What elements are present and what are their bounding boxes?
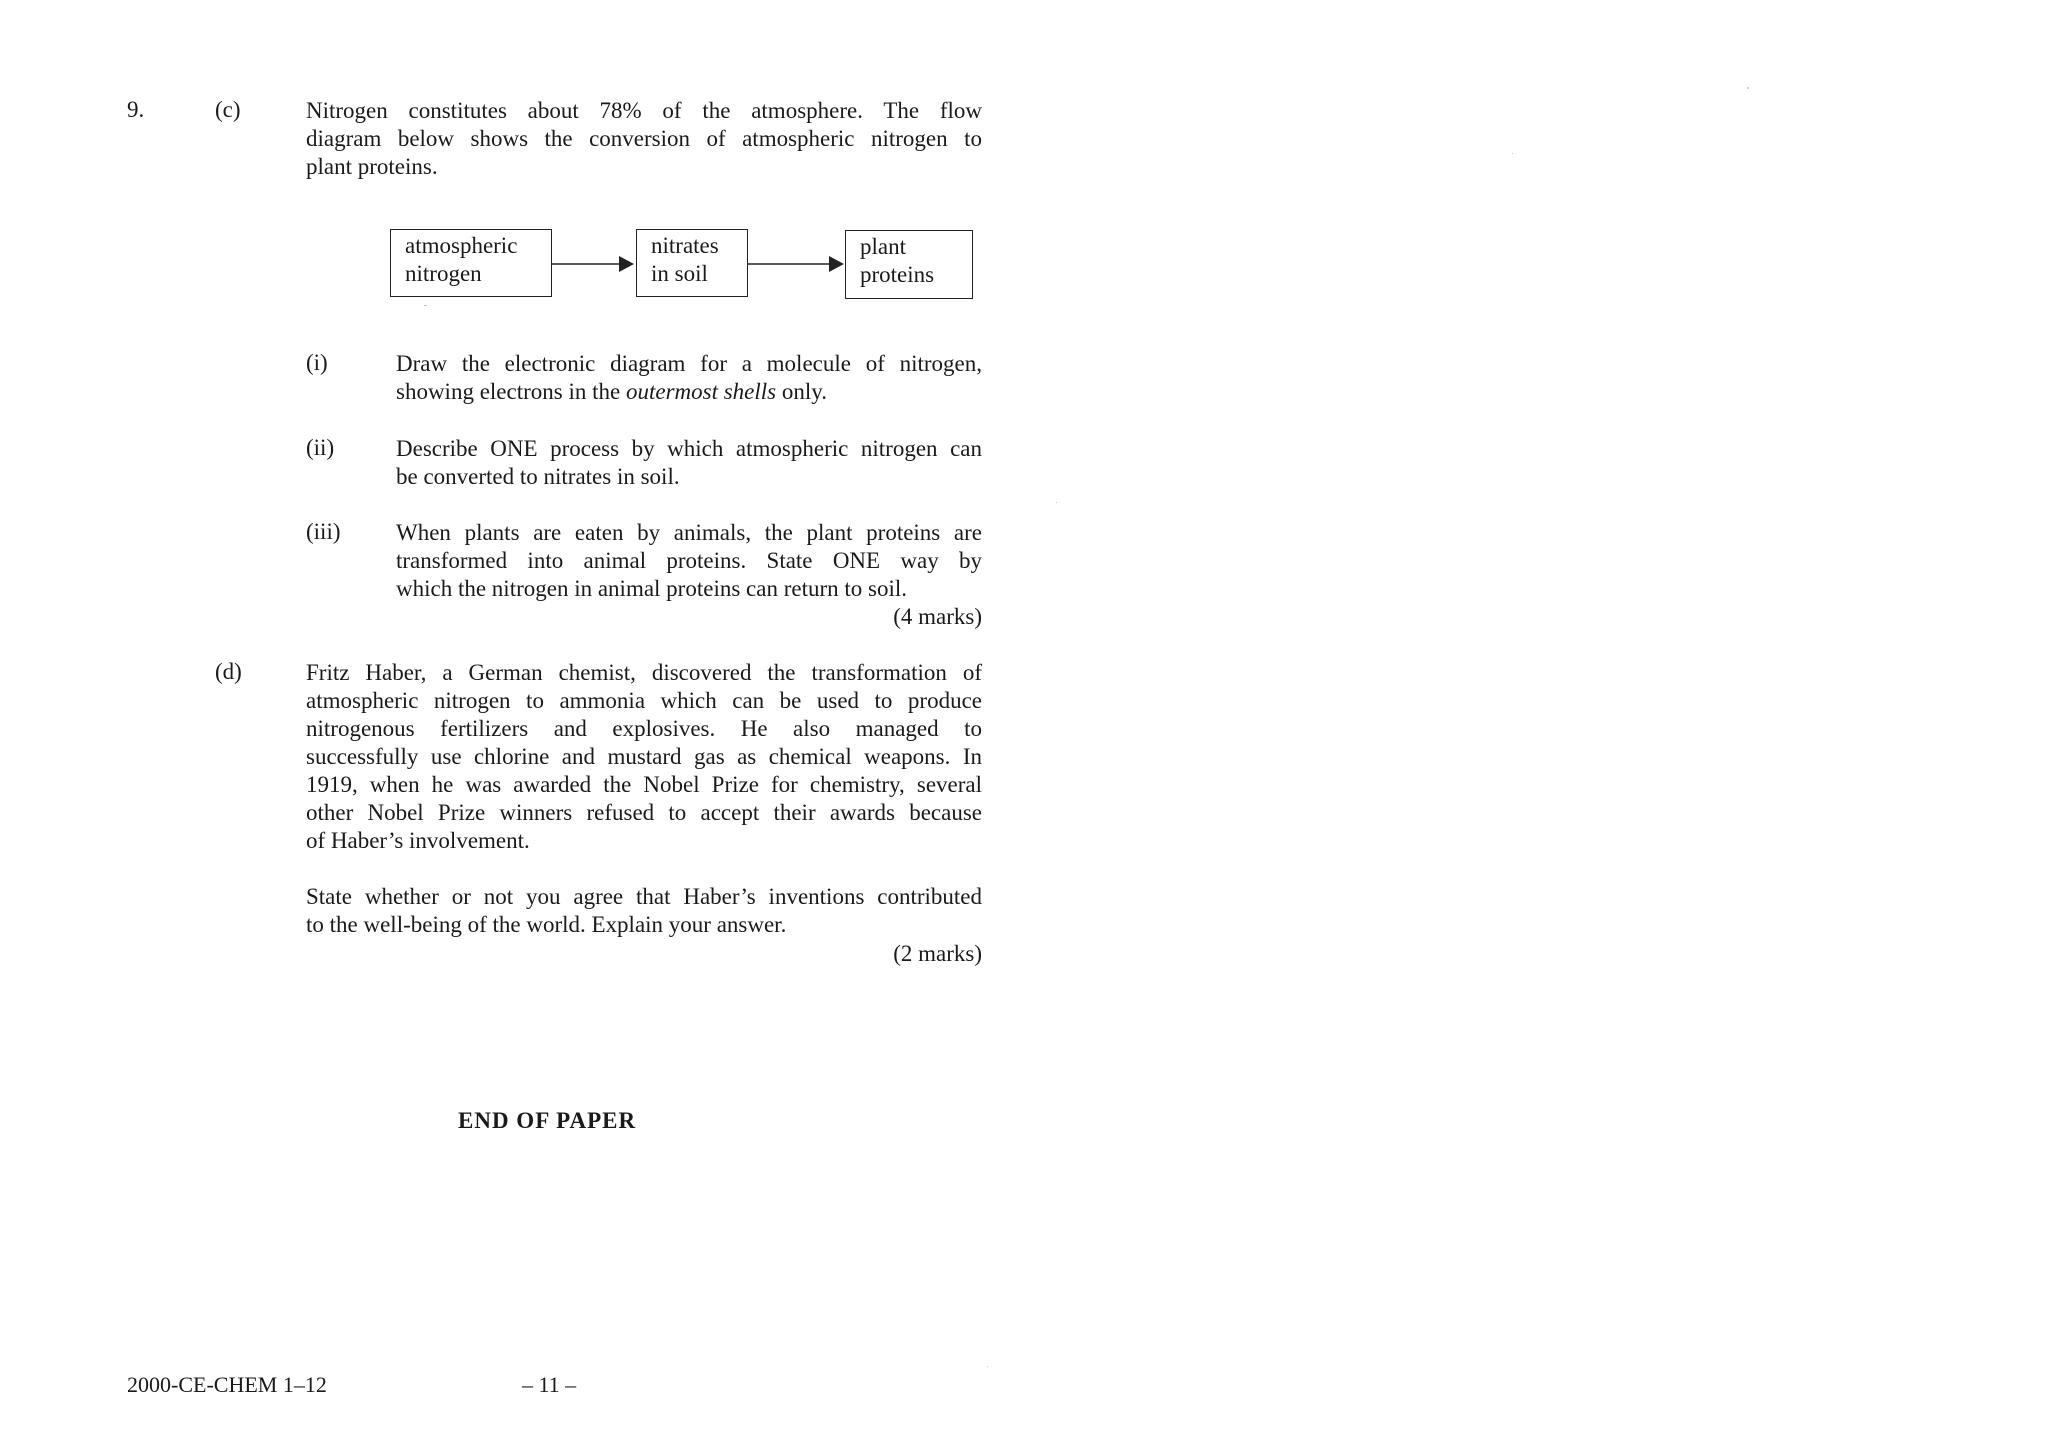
part-c-intro-line-1: Nitrogen constitutes about 78% of the atmosphere. The flow	[306, 98, 982, 123]
sub-iii-line-3: which the nitrogen in animal proteins can return to soil.	[396, 576, 907, 601]
sub-ii-line-2: be converted to nitrates in soil.	[396, 464, 680, 489]
question-number: 9.	[127, 97, 145, 122]
part-c-marks: (4 marks)	[893, 604, 982, 629]
part-d-p1-line-3: nitrogenous fertilizers and explosives. He also managed to	[306, 716, 982, 741]
sub-i-line-2	[396, 378, 827, 406]
sub-iii-line-1: When plants are eaten by animals, the plant proteins are	[396, 520, 982, 545]
sub-iii-line-2: transformed into animal proteins. State ONE way by	[396, 548, 982, 573]
sub-ii-label: (ii)	[306, 435, 335, 460]
part-c-intro-line-2: diagram below shows the conversion of atmospheric nitrogen to	[306, 126, 982, 151]
part-d-label: (d)	[215, 659, 242, 684]
sub-iii-label: (iii)	[306, 519, 341, 544]
footer-page-number: – 11 –	[522, 1372, 577, 1397]
part-d-p1-line-7: of Haber’s involvement.	[306, 828, 530, 853]
part-c-intro-line-3: plant proteins.	[306, 154, 438, 179]
flow-arrow-2	[748, 256, 844, 272]
part-d-marks: (2 marks)	[893, 941, 982, 966]
scan-speck	[424, 305, 427, 306]
end-of-paper: END OF PAPER	[458, 1108, 637, 1133]
flow-box-1-line-1: atmospheric	[405, 233, 518, 258]
sub-i-line-2-end: only.	[776, 379, 828, 404]
flow-box-2-line-2: in soil	[651, 261, 708, 286]
flow-box-3-line-2: proteins	[860, 262, 935, 287]
part-d-p2-line-1: State whether or not you agree that Haber’s inventions contributed	[306, 884, 982, 909]
sub-i-line-1: Draw the electronic diagram for a molecule of nitrogen,	[396, 351, 982, 376]
sub-i-emphasis: outermost shells	[625, 379, 777, 404]
sub-ii-line-1: Describe ONE process by which atmospheric nitrogen can	[396, 436, 982, 461]
footer-paper-code: 2000-CE-CHEM 1–12	[127, 1372, 327, 1397]
flow-box-3-line-1: plant	[860, 234, 906, 259]
scan-speck	[1056, 502, 1057, 503]
part-d-p1-line-6: other Nobel Prize winners refused to accept their awards because	[306, 800, 982, 825]
flow-arrow-1	[552, 256, 634, 272]
sub-i-label: (i)	[306, 350, 328, 375]
flow-box-1-line-2: nitrogen	[405, 261, 482, 286]
part-d-p2-line-2: to the well-being of the world. Explain your answer.	[306, 912, 787, 937]
part-d-p1-line-1: Fritz Haber, a German chemist, discovered the transformation of	[306, 660, 982, 685]
scan-speck	[1747, 87, 1749, 89]
part-c-label: (c)	[215, 97, 241, 122]
scan-speck	[987, 1366, 988, 1367]
scan-speck	[1512, 153, 1513, 154]
part-d-p1-line-5: 1919, when he was awarded the Nobel Prize for chemistry, several	[306, 772, 982, 797]
part-d-p1-line-2: atmospheric nitrogen to ammonia which can be used to produce	[306, 688, 982, 713]
sub-i-line-2-start: showing electrons in the	[396, 379, 626, 404]
flow-box-2-line-1: nitrates	[651, 233, 719, 258]
part-d-p1-line-4: successfully use chlorine and mustard gas as chemical weapons. In	[306, 744, 982, 769]
